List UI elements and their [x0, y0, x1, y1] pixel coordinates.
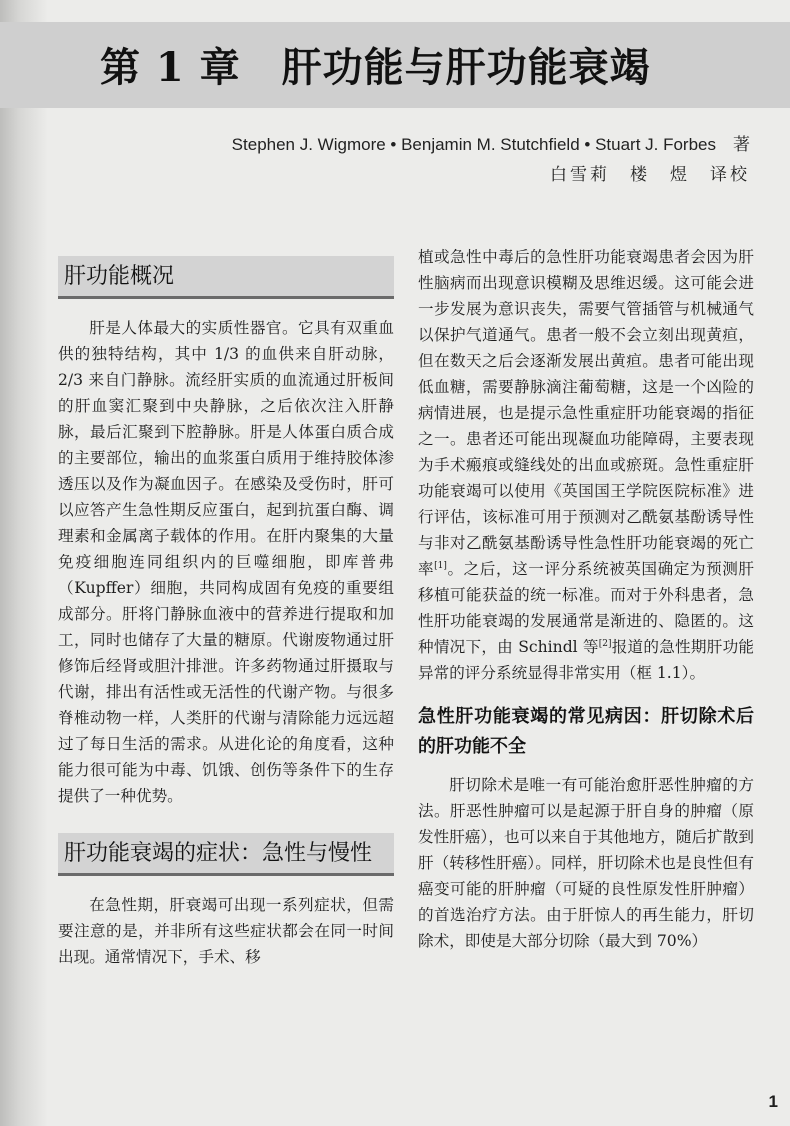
book-spine-shadow [0, 0, 48, 1126]
text-run: 报道的急性期肝功能异常的评分系统显得非常实用（框 1.1）。 [418, 638, 754, 682]
section-heading-liver-failure-symptoms: 肝功能衰竭的症状：急性与慢性 [58, 833, 394, 876]
paragraph-hepatectomy: 肝切除术是唯一有可能治愈肝恶性肿瘤的方法。肝恶性肿瘤可以是起源于肝自身的肿瘤（原发性肝癌），也可以来自于其他地方，随后扩散到肝（转移性肝癌）。同样，肝切除术也是良性但有癌变可能的肝肿瘤（可疑的良性原发性肝肿瘤）的首选治疗方法。由于肝惊人的再生能力，肝切除术，即使是大部分切除（最大到 70%） [418, 776, 754, 950]
chapter-title: 第 1 章 肝功能与肝功能衰竭 [100, 44, 651, 91]
authors-line: Stephen J. Wigmore • Benjamin M. Stutchfield • Stuart J. Forbes 著 [231, 135, 750, 154]
left-column [58, 246, 394, 970]
section-heading-liver-function-overview: 肝功能概况 [58, 256, 394, 299]
right-column [418, 244, 754, 954]
text-run: 。之后，这一评分系统被英国确定为预测肝移植可能获益的统一标准。而对于外科患者，急性肝功能衰竭的发展通常是渐进的、隐匿的。这种情况下，由 Schindl 等 [418, 560, 754, 656]
translators-line: 白雪莉 楼 煜 译校 [550, 165, 750, 185]
citation-ref-2: [2] [598, 638, 612, 649]
paragraph-acute-liver-failure [418, 244, 754, 686]
subheading-post-hepatectomy-failure: 急性肝功能衰竭的常见病因：肝切除术后的肝功能不全 [418, 706, 754, 757]
text-run: 植或急性中毒后的急性肝功能衰竭患者会因为肝性脑病而出现意识模糊及思维迟缓。这可能会进一步发展为意识丧失，需要气管插管与机械通气以保护气道通气。患者一般不会立刻出现黄疸，但在数天之后会逐渐发展出黄疸。患者可能出现低血糖，需要静脉滴注葡萄糖，这是一个凶险的病情进展，也是提示急性重症肝功能衰竭的指征之一。患者还可能出现凝血功能障碍，主要表现为手术瘢痕或缝线处的出血或瘀斑。急性重症肝功能衰竭可以使用《英国国王学院医院标准》进行评估，该标准可用于预测对乙酰氨基酚诱导性与非对乙酰氨基酚诱导性急性肝功能衰竭的死亡率 [418, 248, 754, 578]
citation-ref-1: [1] [434, 560, 447, 571]
paragraph-liver-overview: 肝是人体最大的实质性器官。它具有双重血供的独特结构，其中 1/3 的血供来自肝动脉，2/3 来自门静脉。流经肝实质的血流通过肝板间的肝血窦汇聚到中央静脉，之后依次注入肝静脉，最后汇聚到下腔静脉。肝是人体蛋白质合成的主要部位，输出的血浆蛋白质用于维持胶体渗透压以及作为凝血因子。在感染及受伤时，肝可以应答产生急性期反应蛋白，起到抗蛋白酶、调理素和金属离子载体的作用。在肝内聚集的大量免疫细胞连同组织内的巨噬细胞，即库普弗（Kupffer）细胞，共同构成固有免疫的重要组成部分。肝将门静脉血液中的营养进行提取和加工，同时也储存了大量的糖原。代谢废物通过肝修饰后经肾或胆汁排泄。许多药物通过肝摄取与代谢，排出有活性或无活性的代谢产物。与很多脊椎动物一样，人类肝的代谢与清除能力远远超过了每日生活的需求。从进化论的角度看，这种能力很可能为中毒、饥饿、创伤等条件下的生存提供了一种优势。 [58, 319, 394, 805]
page-number: 1 [768, 1092, 778, 1111]
paragraph-acute-phase: 在急性期，肝衰竭可出现一系列症状，但需要注意的是，并非所有这些症状都会在同一时间出现。通常情况下，手术、移 [58, 896, 394, 966]
